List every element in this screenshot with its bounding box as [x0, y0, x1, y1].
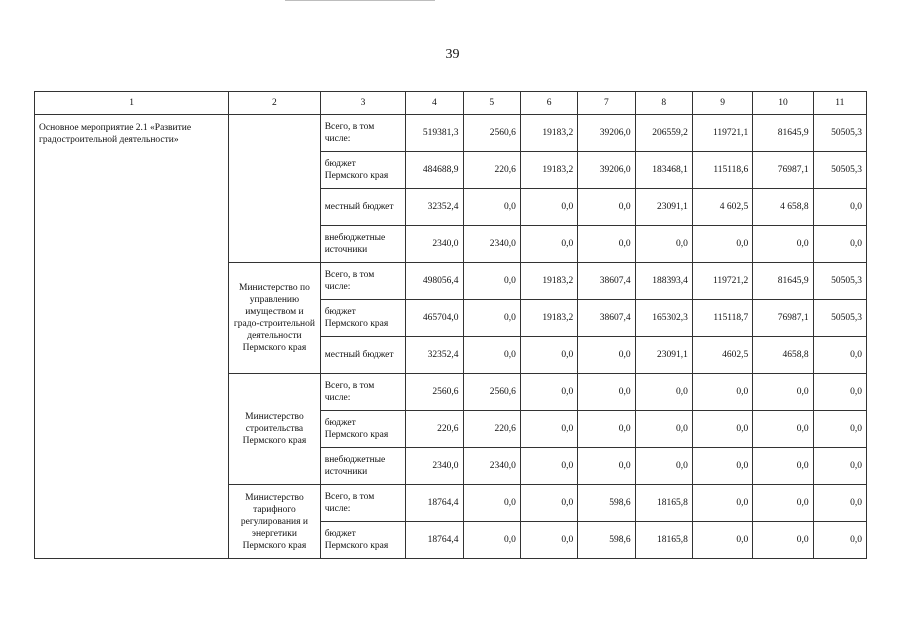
- value-cell: 4 602,5: [692, 189, 752, 226]
- value-cell: 50505,3: [813, 152, 866, 189]
- column-header: 4: [406, 92, 463, 115]
- value-cell: 0,0: [463, 300, 520, 337]
- value-cell: 115118,7: [692, 300, 752, 337]
- funding-source-cell: бюджет Пермского края: [320, 411, 406, 448]
- executor-cell: Министерство тарифного регулирования и энергетики Пермского края: [229, 485, 321, 559]
- value-cell: 206559,2: [635, 115, 692, 152]
- value-cell: 0,0: [635, 448, 692, 485]
- page-number: 39: [445, 47, 460, 62]
- value-cell: 0,0: [578, 189, 635, 226]
- value-cell: 81645,9: [753, 263, 813, 300]
- value-cell: 0,0: [692, 374, 752, 411]
- value-cell: 188393,4: [635, 263, 692, 300]
- value-cell: 465704,0: [406, 300, 463, 337]
- value-cell: 0,0: [813, 189, 866, 226]
- funding-source-cell: Всего, в том числе:: [320, 374, 406, 411]
- value-cell: 498056,4: [406, 263, 463, 300]
- value-cell: 2340,0: [406, 448, 463, 485]
- funding-source-cell: внебюджетные источники: [320, 226, 406, 263]
- value-cell: 0,0: [520, 337, 577, 374]
- value-cell: 598,6: [578, 522, 635, 559]
- value-cell: 23091,1: [635, 189, 692, 226]
- executor-cell: Министерство по управлению имуществом и градо-строительной деятельности Пермского края: [229, 263, 321, 374]
- funding-source-cell: местный бюджет: [320, 189, 406, 226]
- value-cell: 38607,4: [578, 300, 635, 337]
- value-cell: 50505,3: [813, 115, 866, 152]
- executor-cell: Министерство строительства Пермского края: [229, 374, 321, 485]
- column-header: 8: [635, 92, 692, 115]
- value-cell: 484688,9: [406, 152, 463, 189]
- funding-source-cell: Всего, в том числе:: [320, 263, 406, 300]
- value-cell: 0,0: [578, 374, 635, 411]
- value-cell: 76987,1: [753, 300, 813, 337]
- funding-source-cell: Всего, в том числе:: [320, 115, 406, 152]
- value-cell: 0,0: [463, 522, 520, 559]
- value-cell: 0,0: [692, 522, 752, 559]
- value-cell: 0,0: [578, 337, 635, 374]
- value-cell: 18165,8: [635, 485, 692, 522]
- budget-table: [34, 91, 867, 559]
- value-cell: 50505,3: [813, 300, 866, 337]
- value-cell: 0,0: [753, 374, 813, 411]
- value-cell: 119721,2: [692, 263, 752, 300]
- value-cell: 220,6: [463, 152, 520, 189]
- value-cell: 0,0: [692, 485, 752, 522]
- value-cell: 0,0: [578, 226, 635, 263]
- value-cell: 183468,1: [635, 152, 692, 189]
- value-cell: 0,0: [463, 485, 520, 522]
- table-body: [35, 92, 867, 559]
- value-cell: 119721,1: [692, 115, 752, 152]
- value-cell: 0,0: [813, 485, 866, 522]
- value-cell: 0,0: [753, 448, 813, 485]
- value-cell: 76987,1: [753, 152, 813, 189]
- value-cell: 18165,8: [635, 522, 692, 559]
- column-header: 1: [35, 92, 229, 115]
- table-row: [35, 115, 867, 152]
- event-title: Основное мероприятие 2.1 «Развитие градостроительной деятельности»: [35, 115, 229, 559]
- value-cell: 19183,2: [520, 300, 577, 337]
- column-header: 11: [813, 92, 866, 115]
- value-cell: 0,0: [813, 374, 866, 411]
- value-cell: 2560,6: [463, 115, 520, 152]
- value-cell: 0,0: [813, 226, 866, 263]
- value-cell: 38607,4: [578, 263, 635, 300]
- value-cell: 0,0: [813, 522, 866, 559]
- value-cell: 2340,0: [463, 226, 520, 263]
- value-cell: 0,0: [635, 411, 692, 448]
- value-cell: 0,0: [520, 226, 577, 263]
- value-cell: 0,0: [578, 448, 635, 485]
- funding-source-cell: бюджет Пермского края: [320, 300, 406, 337]
- value-cell: 2340,0: [463, 448, 520, 485]
- column-header: 10: [753, 92, 813, 115]
- funding-source-cell: Всего, в том числе:: [320, 485, 406, 522]
- value-cell: 0,0: [753, 226, 813, 263]
- value-cell: 0,0: [635, 226, 692, 263]
- value-cell: 115118,6: [692, 152, 752, 189]
- value-cell: 0,0: [753, 411, 813, 448]
- value-cell: 0,0: [463, 337, 520, 374]
- value-cell: 0,0: [463, 189, 520, 226]
- value-cell: 18764,4: [406, 485, 463, 522]
- value-cell: 2560,6: [463, 374, 520, 411]
- value-cell: 4658,8: [753, 337, 813, 374]
- value-cell: 0,0: [463, 263, 520, 300]
- value-cell: 0,0: [520, 522, 577, 559]
- value-cell: 165302,3: [635, 300, 692, 337]
- value-cell: 220,6: [406, 411, 463, 448]
- value-cell: 0,0: [692, 226, 752, 263]
- value-cell: 19183,2: [520, 115, 577, 152]
- value-cell: 32352,4: [406, 189, 463, 226]
- executor-cell: [229, 115, 321, 263]
- value-cell: 0,0: [813, 448, 866, 485]
- value-cell: 50505,3: [813, 263, 866, 300]
- column-number-row: [35, 92, 867, 115]
- value-cell: 4602,5: [692, 337, 752, 374]
- value-cell: 4 658,8: [753, 189, 813, 226]
- column-header: 3: [320, 92, 406, 115]
- value-cell: 0,0: [520, 411, 577, 448]
- value-cell: 39206,0: [578, 152, 635, 189]
- value-cell: 2340,0: [406, 226, 463, 263]
- value-cell: 0,0: [813, 337, 866, 374]
- value-cell: 81645,9: [753, 115, 813, 152]
- value-cell: 0,0: [578, 411, 635, 448]
- column-header: 9: [692, 92, 752, 115]
- value-cell: 18764,4: [406, 522, 463, 559]
- value-cell: 0,0: [813, 411, 866, 448]
- value-cell: 598,6: [578, 485, 635, 522]
- value-cell: 0,0: [520, 448, 577, 485]
- value-cell: 2560,6: [406, 374, 463, 411]
- value-cell: 0,0: [520, 374, 577, 411]
- value-cell: 0,0: [520, 485, 577, 522]
- funding-source-cell: бюджет Пермского края: [320, 522, 406, 559]
- value-cell: 0,0: [692, 411, 752, 448]
- funding-source-cell: местный бюджет: [320, 337, 406, 374]
- value-cell: 39206,0: [578, 115, 635, 152]
- column-header: 5: [463, 92, 520, 115]
- top-rule: [285, 0, 435, 1]
- value-cell: 519381,3: [406, 115, 463, 152]
- funding-source-cell: внебюджетные источники: [320, 448, 406, 485]
- value-cell: 220,6: [463, 411, 520, 448]
- value-cell: 0,0: [520, 189, 577, 226]
- column-header: 7: [578, 92, 635, 115]
- value-cell: 32352,4: [406, 337, 463, 374]
- value-cell: 0,0: [753, 522, 813, 559]
- value-cell: 0,0: [635, 374, 692, 411]
- column-header: 6: [520, 92, 577, 115]
- value-cell: 0,0: [753, 485, 813, 522]
- funding-source-cell: бюджет Пермского края: [320, 152, 406, 189]
- value-cell: 19183,2: [520, 263, 577, 300]
- value-cell: 19183,2: [520, 152, 577, 189]
- value-cell: 0,0: [692, 448, 752, 485]
- value-cell: 23091,1: [635, 337, 692, 374]
- column-header: 2: [229, 92, 321, 115]
